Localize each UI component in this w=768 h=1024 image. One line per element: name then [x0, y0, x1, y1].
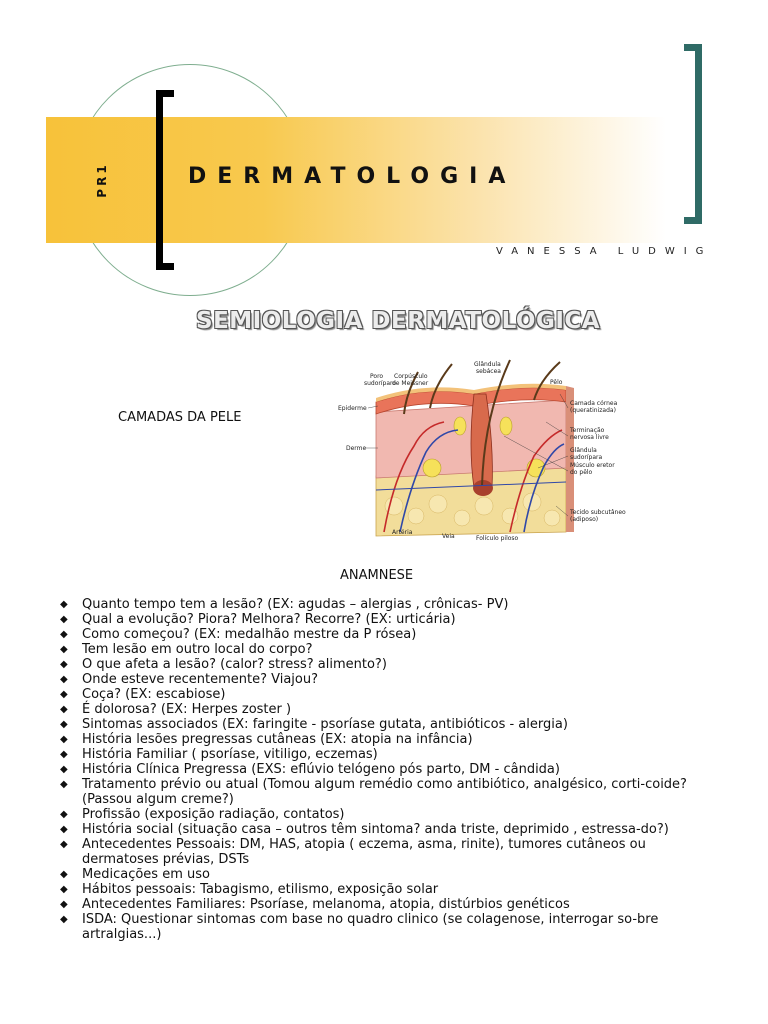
bullet-icon: ◆: [60, 869, 68, 880]
vertical-code: PR1: [95, 162, 109, 198]
left-bracket: [156, 90, 174, 270]
label-veia: Veia: [442, 533, 455, 540]
list-item-text: Medicações em uso: [82, 867, 210, 882]
anamnese-list: [60, 597, 720, 942]
label-glandula-sebacea-2: sebácea: [476, 368, 501, 375]
list-item: [60, 747, 720, 762]
bullet-icon: ◆: [60, 614, 68, 625]
list-item-text: Qual a evolução? Piora? Melhora? Recorre? (EX: urticária): [82, 612, 456, 627]
list-item: [60, 672, 720, 687]
author-name: VANESSA LUDWIG: [496, 246, 713, 257]
bullet-icon: ◆: [60, 839, 68, 850]
bullet-icon: ◆: [60, 884, 68, 895]
skin-layers-diagram: [334, 356, 718, 546]
label-camada-cornea-2: (queratinizada): [570, 407, 616, 414]
list-item: [60, 762, 720, 777]
list-item: [60, 837, 720, 867]
list-item-text: Tratamento prévio ou atual (Tomou algum remédio como antibiótico, analgésico, corti-coide? (Passou algum creme?): [82, 777, 687, 807]
bullet-icon: ◆: [60, 899, 68, 910]
bullet-icon: ◆: [60, 914, 68, 925]
figure-caption: CAMADAS DA PELE: [118, 410, 242, 425]
list-item: [60, 882, 720, 897]
bullet-icon: ◆: [60, 749, 68, 760]
list-item: [60, 807, 720, 822]
bullet-icon: ◆: [60, 824, 68, 835]
label-pelo: Pêlo: [550, 379, 563, 386]
label-terminacao-1: Terminação: [570, 427, 605, 434]
section-heading: SEMIOLOGIA DERMATOLÓGICA: [196, 308, 601, 334]
list-item: [60, 867, 720, 882]
label-camada-cornea-1: Camada córnea: [570, 400, 618, 407]
list-item-text: Como começou? (EX: medalhão mestre da P rósea): [82, 627, 417, 642]
list-item-text: Antecedentes Familiares: Psoríase, melanoma, atopia, distúrbios genéticos: [82, 897, 570, 912]
label-musculo-2: do pêlo: [570, 469, 593, 476]
bullet-icon: ◆: [60, 674, 68, 685]
label-arteria: Artéria: [392, 529, 413, 536]
bullet-icon: ◆: [60, 764, 68, 775]
list-item-text: Tem lesão em outro local do corpo?: [82, 642, 313, 657]
list-item: [60, 627, 720, 642]
bullet-icon: ◆: [60, 809, 68, 820]
list-item-text: História social (situação casa – outros têm sintoma? anda triste, deprimido , estressa-do?): [82, 822, 669, 837]
label-corpusculo: Corpúsculo: [394, 373, 428, 380]
list-item: [60, 732, 720, 747]
bullet-icon: ◆: [60, 659, 68, 670]
bullet-icon: ◆: [60, 734, 68, 745]
list-item: [60, 777, 720, 807]
list-item-text: História Familiar ( psoríase, vitiligo, eczemas): [82, 747, 378, 762]
bullet-icon: ◆: [60, 719, 68, 730]
label-derme: Derme: [346, 445, 367, 452]
label-epiderme: Epiderme: [338, 405, 367, 412]
bullet-icon: ◆: [60, 599, 68, 610]
list-item: [60, 717, 720, 732]
list-item: [60, 642, 720, 657]
list-item-text: Antecedentes Pessoais: DM, HAS, atopia ( eczema, asma, rinite), tumores cutâneos ou dermatoses prévias, DSTs: [82, 837, 646, 867]
label-sudoriparo: sudoríparo: [364, 380, 397, 387]
bullet-icon: ◆: [60, 689, 68, 700]
list-item-text: Coça? (EX: escabiose): [82, 687, 226, 702]
label-foliculo: Folículo piloso: [476, 535, 519, 542]
list-item: [60, 612, 720, 627]
list-item-text: Sintomas associados (EX: faringite - psoríase gutata, antibióticos - alergia): [82, 717, 568, 732]
label-glandula-sebacea-1: Glândula: [474, 361, 501, 368]
list-item: [60, 657, 720, 672]
label-glandula-sudoripara-1: Glândula: [570, 447, 597, 454]
list-item-text: História lesões pregressas cutâneas (EX: atopia na infância): [82, 732, 473, 747]
list-item-text: Onde esteve recentemente? Viajou?: [82, 672, 318, 687]
list-item-text: Quanto tempo tem a lesão? (EX: agudas – alergias , crônicas- PV): [82, 597, 509, 612]
list-item: [60, 912, 720, 942]
label-glandula-sudoripara-2: sudorípara: [570, 454, 603, 461]
list-item: [60, 687, 720, 702]
list-item-text: História Clínica Pregressa (EXS: eflúvio telógeno pós parto, DM - cândida): [82, 762, 560, 777]
list-item-text: ISDA: Questionar sintomas com base no quadro clinico (se colagenose, interrogar so-bre artralgias...): [82, 912, 659, 942]
page-title: DERMATOLOGIA: [188, 164, 517, 189]
bullet-icon: ◆: [60, 704, 68, 715]
label-musculo-1: Músculo eretor: [570, 462, 615, 469]
list-item-text: Profissão (exposição radiação, contatos): [82, 807, 345, 822]
anamnese-heading: ANAMNESE: [340, 568, 414, 583]
bullet-icon: ◆: [60, 629, 68, 640]
bullet-icon: ◆: [60, 779, 68, 790]
label-poro: Poro: [370, 373, 384, 380]
list-item: [60, 597, 720, 612]
label-tecido-1: Tecido subcutâneo: [570, 509, 626, 516]
list-item: [60, 702, 720, 717]
right-bracket: [684, 44, 702, 224]
list-item: [60, 897, 720, 912]
label-tecido-2: (adiposo): [570, 516, 599, 523]
list-item-text: Hábitos pessoais: Tabagismo, etilismo, exposição solar: [82, 882, 439, 897]
label-terminacao-2: nervosa livre: [570, 434, 609, 441]
label-meissner: de Meissner: [392, 380, 429, 387]
list-item-text: É dolorosa? (EX: Herpes zoster ): [82, 702, 292, 717]
list-item-text: O que afeta a lesão? (calor? stress? alimento?): [82, 657, 387, 672]
list-item: [60, 822, 720, 837]
bullet-icon: ◆: [60, 644, 68, 655]
